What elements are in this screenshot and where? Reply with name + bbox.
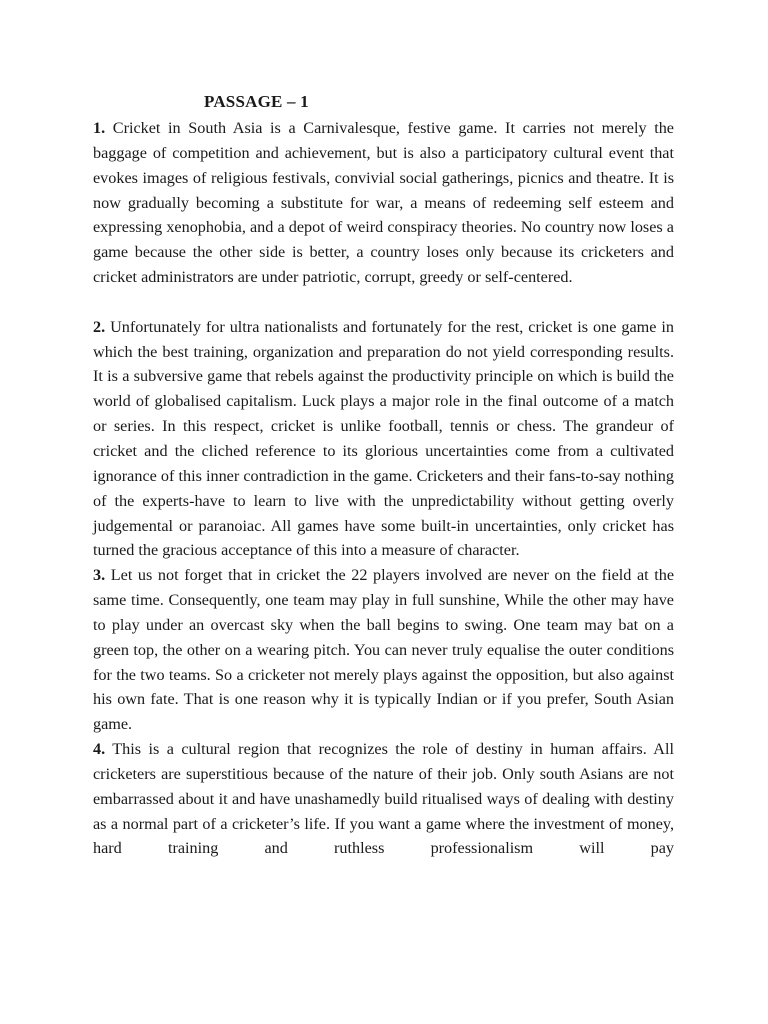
paragraph-1 xyxy=(93,116,674,290)
passage-body xyxy=(93,116,674,861)
paragraph-number: 4. xyxy=(93,740,106,759)
paragraph-3 xyxy=(93,563,674,737)
paragraph-4 xyxy=(93,737,674,861)
paragraph-text: Cricket in South Asia is a Carnivalesque, festive game. It carries not merely the baggage of competition and achievement, but is also a participatory cultural event that evokes images of religious festivals, convivial social gatherings, picnics and theatre. It is now gradually becoming a substitute for war, a means of redeeming self esteem and expressing xenophobia, and a depot of weird conspiracy theories. No country now loses a game because the other side is better, a country loses only because its cricketers and cricket administrators are under patriotic, corrupt, greedy or self-centered. xyxy=(93,119,674,287)
paragraph-number: 2. xyxy=(93,317,106,336)
paragraph-2 xyxy=(93,315,674,563)
paragraph-number: 1. xyxy=(93,119,106,137)
passage-title: PASSAGE – 1 xyxy=(204,92,309,111)
paragraph-text: Let us not forget that in cricket the 22 players involved are never on the field at the same time. Consequently, one team may play in full sunshine, While the other may have to play under an overcast sky when the ball begins to swing. One team may bat on a green top, the other on a wearing pitch. You can never truly equalise the outer conditions for the two teams. So a cricketer not merely plays against the opposition, but also against his own fate. That is one reason why it is typically Indian or if you prefer, South Asian game. xyxy=(93,566,675,734)
paragraph-text: Unfortunately for ultra nationalists and fortunately for the rest, cricket is one game in which the best training, organization and preparation do not yield corresponding results. It is a subversive game that rebels against the productivity principle on which is build the world of globalised capitalism. Luck plays a major role in the final outcome of a match or series. In this respect, cricket is unlike football, tennis or chess. The grandeur of cricket and the cliched reference to its glorious uncertainties come from a cultivated ignorance of this inner contradiction in the game. Cricketers and their fans-to-say nothing of the experts-have to learn to live with the unpredictability without getting overly judgemental or paranoiac. All games have some built-in uncertainties, only cricket has turned the gracious acceptance of this into a measure of character. xyxy=(93,317,675,560)
paragraph-number: 3. xyxy=(93,566,106,585)
paragraph-text: This is a cultural region that recognizes the role of destiny in human affairs. All cricketers are superstitious because of the nature of their job. Only south Asians are not embarrassed about it and have unashamedly build ritualised ways of dealing with destiny as a normal part of a cricketer’s life. If you want a game where the investment of money, hard training and ruthless professionalism will pay xyxy=(93,740,674,858)
